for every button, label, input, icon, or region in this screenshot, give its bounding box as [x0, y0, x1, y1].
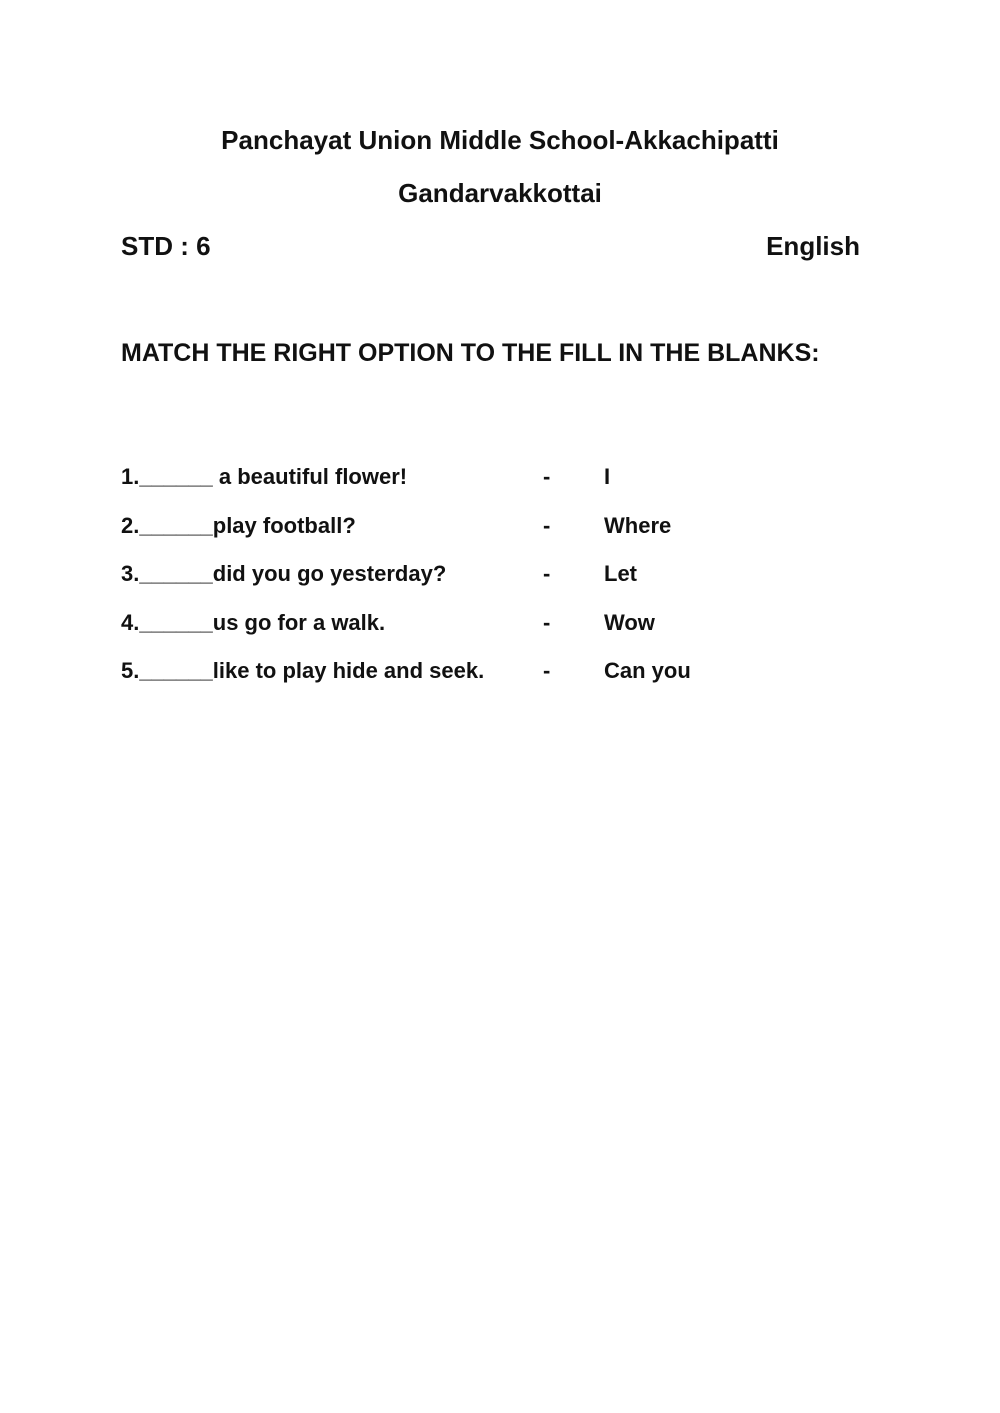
question-row: [121, 509, 821, 558]
school-name: Panchayat Union Middle School-Akkachipatti: [221, 125, 779, 155]
instruction-heading: MATCH THE RIGHT OPTION TO THE FILL IN THE BLANKS:: [121, 339, 820, 367]
question-row: [121, 654, 821, 703]
question-row: [121, 460, 821, 509]
subject-label: English: [766, 231, 860, 261]
separator-dash: -: [543, 561, 551, 586]
answer-option: Wow: [604, 609, 655, 635]
separator-dash: -: [543, 512, 551, 538]
question-text: 5.______like to play hide and seek.: [121, 658, 485, 683]
separator-dash: -: [543, 609, 551, 635]
standard-label: STD : 6: [121, 231, 211, 261]
answer-option: Let: [604, 561, 637, 586]
question-row: [121, 557, 821, 606]
question-row: [121, 606, 821, 655]
question-list: [121, 460, 821, 703]
separator-dash: -: [543, 658, 551, 683]
question-text: 3.______did you go yesterday?: [121, 561, 447, 586]
question-text: 1.______ a beautiful flower!: [121, 464, 408, 489]
question-text: 2.______play football?: [121, 512, 356, 538]
separator-dash: -: [543, 464, 551, 489]
answer-option: I: [604, 464, 611, 489]
answer-option: Where: [604, 512, 672, 538]
school-place: Gandarvakkottai: [398, 178, 602, 208]
answer-option: Can you: [604, 658, 691, 683]
question-text: 4.______us go for a walk.: [121, 609, 386, 635]
